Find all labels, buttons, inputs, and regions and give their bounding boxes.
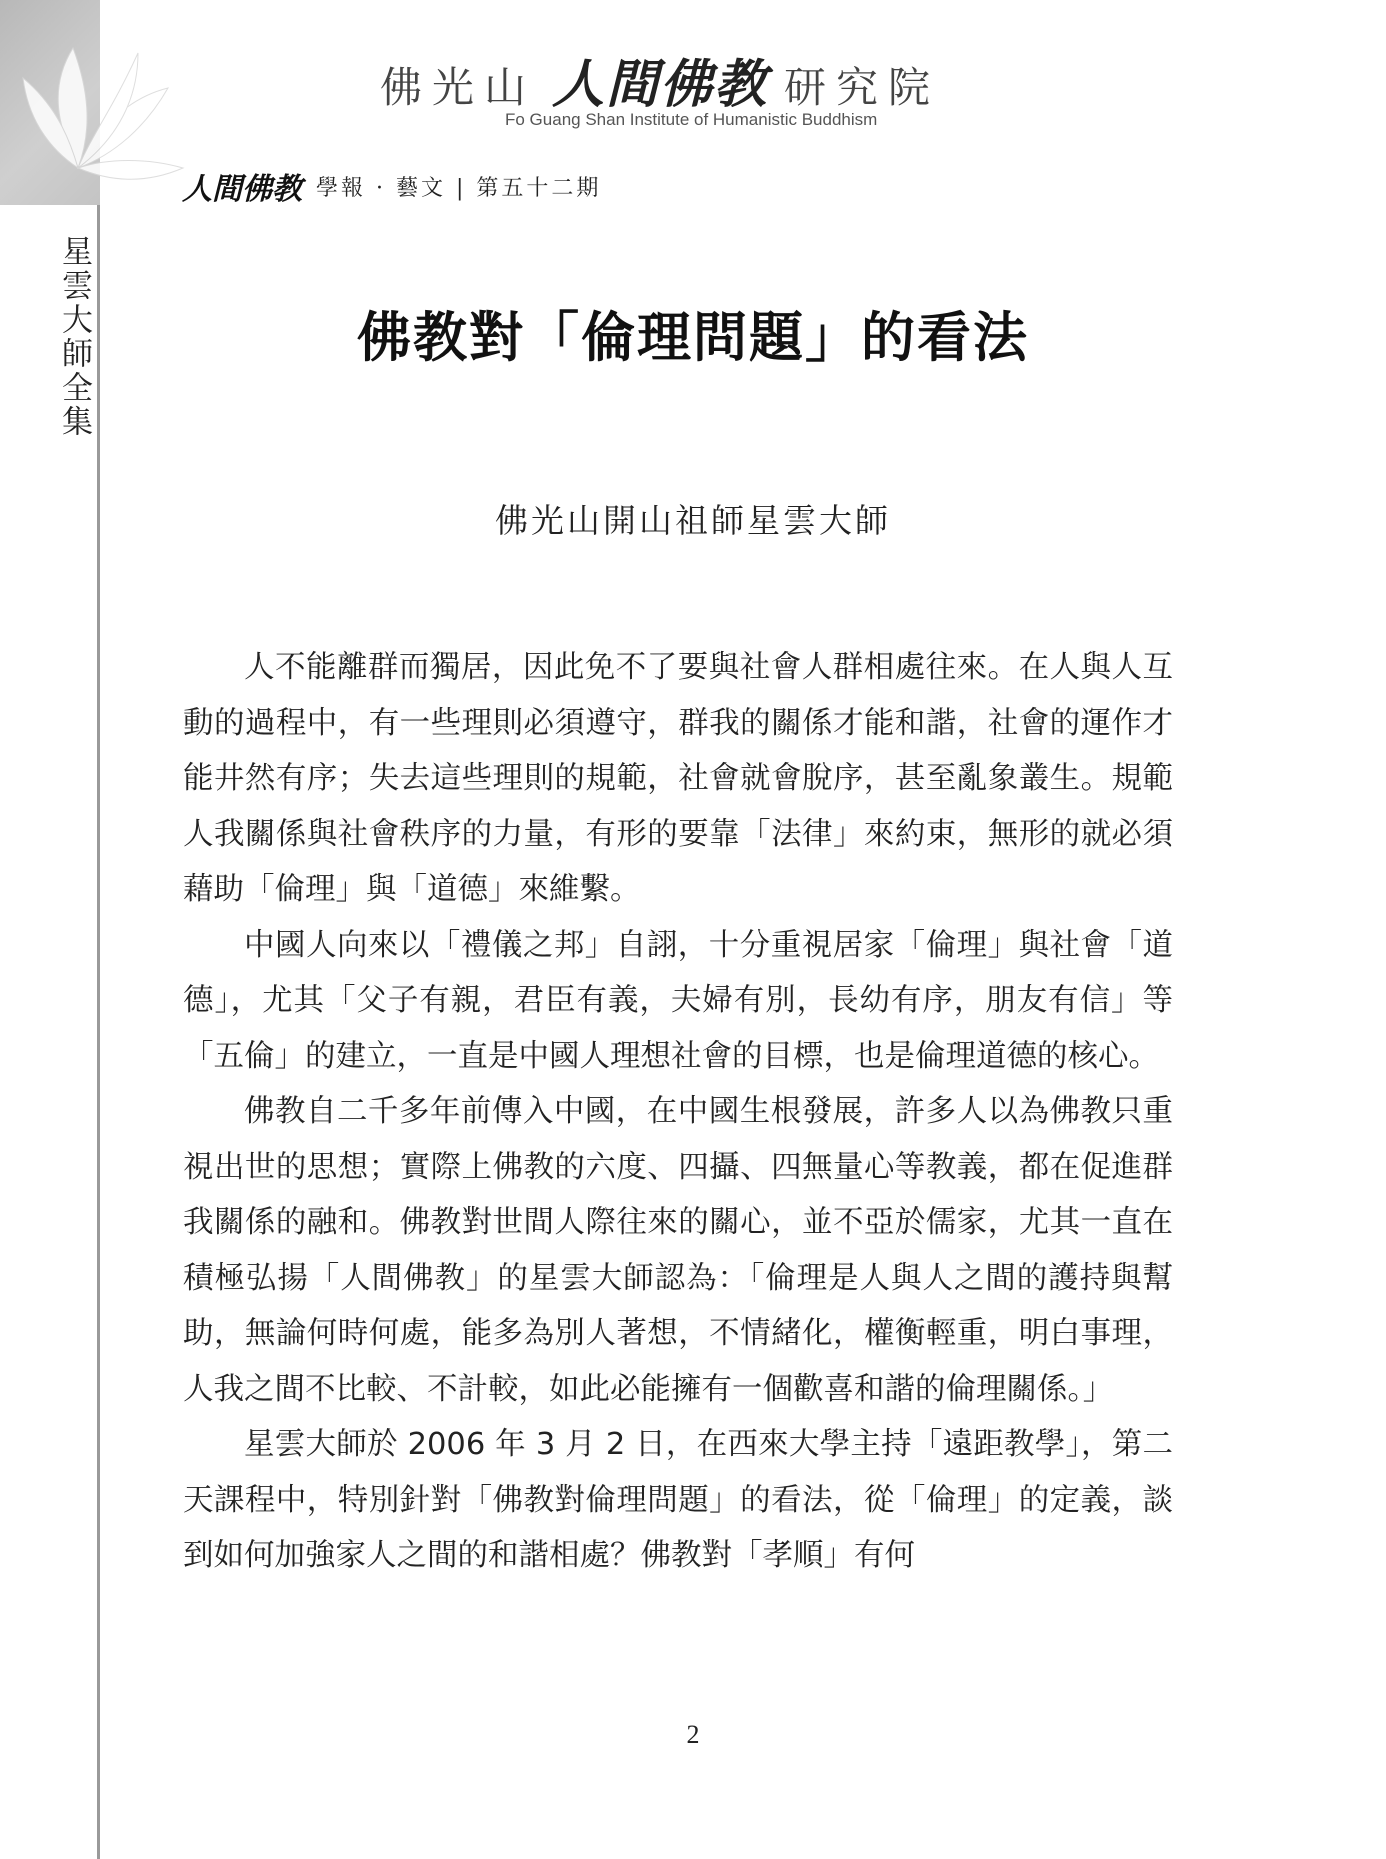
collection-title: 星雲大師全集 [56,235,92,439]
article-title: 佛教對「倫理問題」的看法 [357,305,1029,369]
article-author: 佛光山開山祖師星雲大師 [495,501,891,540]
journal-issue-info: 學報 · 藝文 | 第五十二期 [316,175,602,201]
paragraph: 人不能離群而獨居，因此免不了要與社會人群相處往來。在人與人互動的過程中，有一些理則必須遵守，群我的關係才能和諧，社會的運作才能井然有序；失去這些理則的規範，社會就會脫序，甚至亂象叢生。規範人我關係與社會秩序的力量，有形的要靠「法律」來約束，無形的就必須藉助「倫理」與「道德」來維繫。 [183,650,1173,907]
sidebar [0,0,100,1859]
paragraph: 中國人向來以「禮儀之邦」自詡，十分重視居家「倫理」與社會「道德」，尤其「父子有親，君臣有義，夫婦有別，長幼有序，朋友有信」等「五倫」的建立，一直是中國人理想社會的目標，也是倫理道德的核心。 [183,927,1173,1074]
institute-english-name: Fo Guang Shan Institute of Humanistic Buddhism [505,110,878,129]
institute-header [380,42,1020,115]
journal-brand-calligraphy: 人間佛教 [182,172,302,207]
paragraph: 星雲大師於 2006 年 3 月 2 日，在西來大學主持「遠距教學」，第二天課程中，特別針對「佛教對倫理問題」的看法，從「倫理」的定義，談到如何加強家人之間的和諧相處？佛教對「孝順」有何 [183,1427,1173,1573]
journal-info-line [182,168,602,207]
article-body [183,640,1173,1584]
institute-brand-calligraphy: 人間佛教 [552,55,769,115]
paragraph: 佛教自二千多年前傳入中國，在中國生根發展，許多人以為佛教只重視出世的思想；實際上佛教的六度、四攝、四無量心等教義，都在促進群我關係的融和。佛教對世間人際往來的關心，並不亞於儒家，尤其一直在積極弘揚「人間佛教」的星雲大師認為：「倫理是人與人之間的護持與幫助，無論何時何處，能多為別人著想，不情緒化，權衡輕重，明白事理，人我之間不比較、不計較，如此必能擁有一個歡喜和諧的倫理關係。」 [183,1094,1173,1407]
lotus-logo-icon [18,18,208,208]
page-number: 2 [686,1720,700,1749]
institute-suffix: 研究院 [784,63,941,112]
institute-prefix: 佛光山 [380,63,537,112]
